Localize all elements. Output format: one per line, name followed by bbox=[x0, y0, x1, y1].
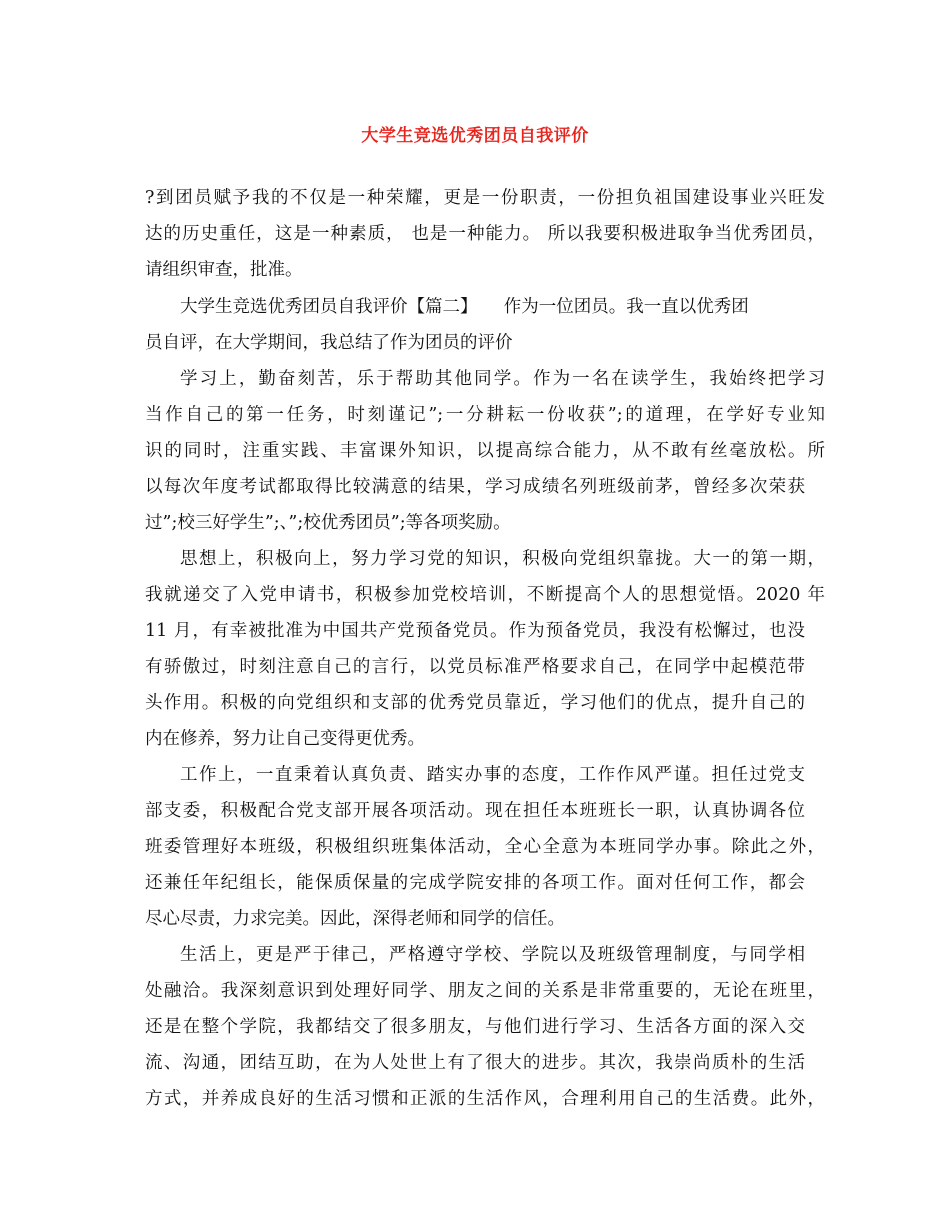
text-line: 方式，并养成良好的生活习惯和正派的生活作风，合理利用自己的生活费。此外， bbox=[145, 1089, 825, 1109]
text-line: 以每次年度考试都取得比较满意的结果，学习成绩名列班级前茅，曾经多次荣获 bbox=[145, 477, 805, 497]
text-line: 过”;校三好学生”;、”;校优秀团员”;等各项奖励。 bbox=[145, 513, 511, 533]
text-line: 头作用。积极的向党组织和支部的优秀党员靠近，学习他们的优点，提升自己的 bbox=[145, 693, 805, 713]
text-line: 当作自己的第一任务，时刻谨记”;一分耕耘一份收获”;的道理，在学好专业知 bbox=[145, 405, 825, 425]
text-line: 处融洽。我深刻意识到处理好同学、朋友之间的关系是非常重要的，无论在班里， bbox=[145, 981, 825, 1001]
text-line: 流、沟通，团结互助，在为人处世上有了很大的进步。其次，我崇尚质朴的生活 bbox=[145, 1053, 805, 1073]
text-line: 思想上，积极向上，努力学习党的知识，积极向党组织靠拢。大一的第一期， bbox=[180, 549, 825, 569]
text-line: 11 月，有幸被批准为中国共产党预备党员。作为预备党员，我没有松懈过，也没 bbox=[145, 621, 805, 641]
text-line: 请组织审查，批准。 bbox=[145, 260, 303, 280]
text-line: 生活上，更是严于律己，严格遵守学校、学院以及班级管理制度，与同学相 bbox=[180, 945, 805, 965]
text-line: 员自评，在大学期间，我总结了作为团员的评价 bbox=[145, 333, 513, 353]
text-line: 达的历史重任，这是一种素质， 也是一种能力。 所以我要积极进取争当优秀团员， bbox=[145, 224, 825, 244]
text-line: 内在修养，努力让自己变得更优秀。 bbox=[145, 729, 425, 749]
text-line: ?到团员赋予我的不仅是一种荣耀，更是一份职责，一份担负祖国建设事业兴旺发 bbox=[145, 188, 825, 208]
text-line: 识的同时，注重实践、丰富课外知识，以提高综合能力，从不敢有丝毫放松。所 bbox=[145, 441, 825, 461]
text-line: 学习上，勤奋刻苦，乐于帮助其他同学。作为一名在读学生，我始终把学习 bbox=[180, 369, 825, 389]
text-line: 尽心尽责，力求完美。因此，深得老师和同学的信任。 bbox=[145, 909, 565, 929]
text-line: 工作上，一直秉着认真负责、踏实办事的态度，工作作风严谨。担任过党支 bbox=[180, 765, 805, 785]
text-line: 部支委，积极配合党支部开展各项活动。现在担任本班班长一职，认真协调各位 bbox=[145, 801, 805, 821]
text-line: 有骄傲过，时刻注意自己的言行，以党员标准严格要求自己，在同学中起模范带 bbox=[145, 657, 805, 677]
text-line: 还是在整个学院，我都结交了很多朋友，与他们进行学习、生活各方面的深入交 bbox=[145, 1017, 805, 1037]
page-title: 大学生竞选优秀团员自我评价 bbox=[361, 126, 589, 146]
text-line: 大学生竞选优秀团员自我评价【篇二】 作为一位团员。我一直以优秀团 bbox=[180, 297, 749, 317]
text-line: 还兼任年纪组长，能保质保量的完成学院安排的各项工作。面对任何工作，都会 bbox=[145, 873, 805, 893]
text-line: 我就递交了入党申请书，积极参加党校培训，不断提高个人的思想觉悟。2020 年 bbox=[145, 585, 825, 605]
text-line: 班委管理好本班级，积极组织班集体活动，全心全意为本班同学办事。除此之外， bbox=[145, 837, 825, 857]
